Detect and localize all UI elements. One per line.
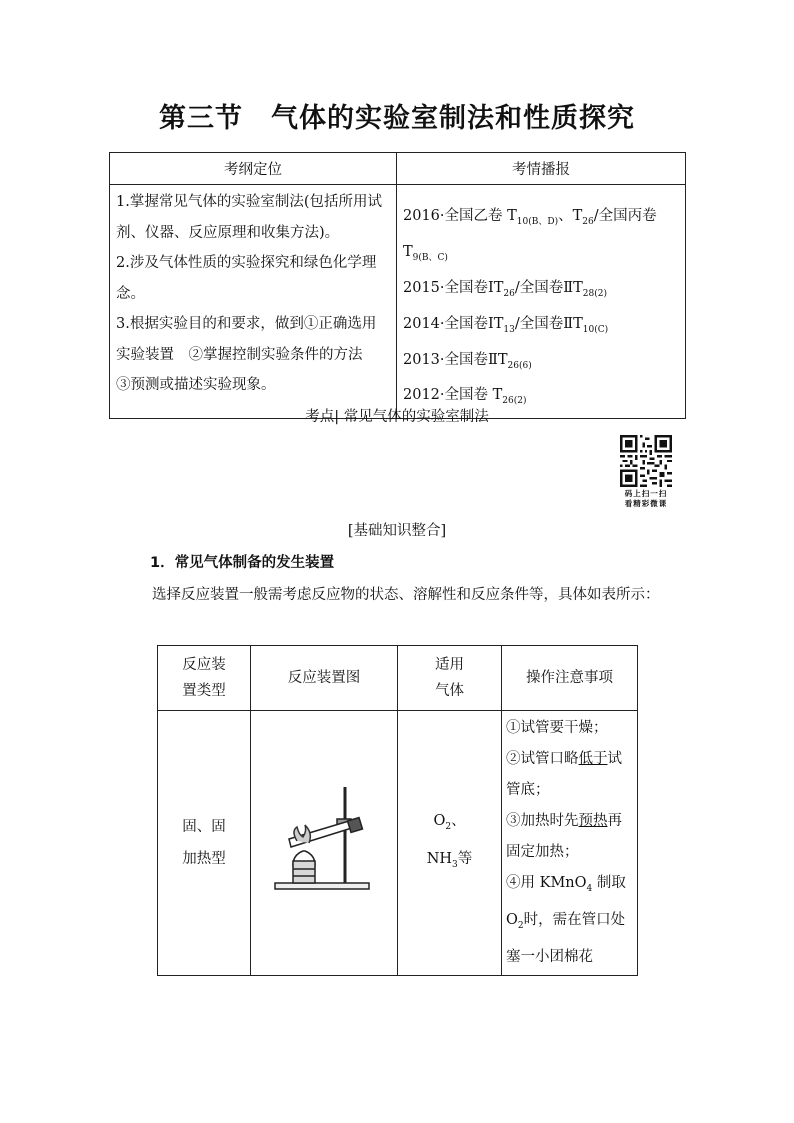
subsection-heading: 1．常见气体制备的发生装置 xyxy=(150,555,335,571)
qr-caption: 码上扫一扫 看精彩微课 xyxy=(624,489,668,508)
exam-item: 2012·全国卷 $T_{26(2)}$ xyxy=(403,387,527,407)
header-diagram: 反应装置图 xyxy=(251,646,398,711)
objective-item: 2.涉及气体性质的实验探究和绿色化学理念。 xyxy=(116,255,377,302)
section-label: [基础知识整合] xyxy=(347,523,447,539)
note-item: ①试管要干燥； xyxy=(506,720,608,736)
exam-history-cell xyxy=(397,185,686,419)
objective-item: 1.掌握常见气体的实验室制法(包括所用试剂、仪器、反应原理和收集方法)。 xyxy=(116,194,382,241)
objectives-cell xyxy=(110,185,397,419)
objective-item: 3.根据实验目的和要求，做到①正确选用实验装置 ②掌握控制实验条件的方法 ③预测或描述实验现象。 xyxy=(116,316,377,393)
exam-item: 2016·全国乙卷 $T_{10(B、D)}$、$T_{26}/$全国丙卷 $T_{9(B、C)}$ xyxy=(403,208,657,263)
gas-cell: $O_2$、 $NH_3$等 xyxy=(398,711,502,976)
header-gas: 适用 气体 xyxy=(398,646,502,711)
note-item: ②试管口略低于试管底； xyxy=(506,751,622,798)
exam-item: 2014·全国卷$ⅠT_{13}/$全国卷$ⅡT_{10(C)}$ xyxy=(403,315,609,335)
note-item: ③加热时先预热再固定加热； xyxy=(506,813,622,860)
apparatus-cell xyxy=(251,711,398,976)
header-notes: 操作注意事项 xyxy=(502,646,638,711)
header-exam: 考情播报 xyxy=(397,153,686,185)
device-type-cell: 固、固 加热型 xyxy=(158,711,251,976)
device-table xyxy=(157,645,638,976)
header-type: 反应装 置类型 xyxy=(158,646,251,711)
note-item: ④用 KMnO$_4$ 制取 $O_2$时，需在管口处塞一小团棉花 xyxy=(506,875,626,965)
stopper xyxy=(348,818,363,833)
exam-item: 2015·全国卷$ⅠT_{26}/$全国卷$ⅡT_{28(2)}$ xyxy=(403,279,607,299)
page-title: 第三节 气体的实验室制法和性质探究 xyxy=(159,103,635,134)
apparatus-diagram xyxy=(269,779,379,894)
qr-code[interactable] xyxy=(620,435,672,487)
header-outline: 考纲定位 xyxy=(110,153,397,185)
exam-item: 2013·全国卷$ⅡT_{26(6)}$ xyxy=(403,351,532,371)
topic-caption: 考点| 常见气体的实验室制法 xyxy=(305,409,489,425)
notes-cell xyxy=(502,711,638,976)
outline-table xyxy=(109,152,686,419)
flame-icon xyxy=(294,825,310,843)
intro-paragraph: 选择反应装置一般需考虑反应物的状态、溶解性和反应条件等，具体如表所示： xyxy=(152,587,660,603)
